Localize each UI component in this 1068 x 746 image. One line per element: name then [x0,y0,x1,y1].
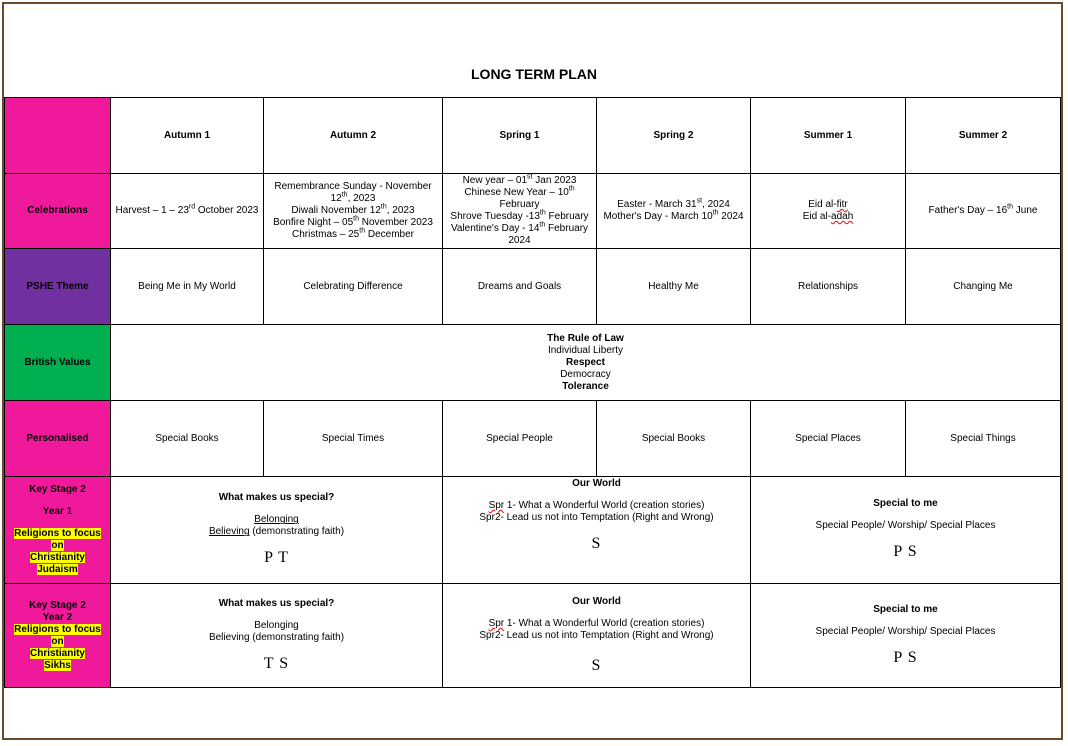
personalised-autumn-2: Special Times [264,401,443,477]
pshe-autumn-1: Being Me in My World [111,249,264,325]
value-democracy: Democracy [560,368,611,380]
term-summer-1: Summer 1 [751,98,906,174]
pshe-label: PSHE Theme [5,249,111,325]
british-values-cell [111,325,1061,401]
year-2-row [5,584,1061,688]
year-2-label: Key Stage 2 Year 2 Religions to focus on Christianity Sikhs [5,584,111,688]
celebrations-summer-2: Father's Day – 16th June [906,174,1061,249]
pshe-autumn-2: Celebrating Difference [264,249,443,325]
british-values-row [5,325,1061,401]
personalised-row [5,401,1061,477]
pshe-row [5,249,1061,325]
term-summer-2: Summer 2 [906,98,1061,174]
year-1-row [5,477,1061,584]
value-respect: Respect [566,356,605,368]
celebrations-spring-1: New year – 01st Jan 2023 Chinese New Year – 10th February Shrove Tuesday -13th February Valentine's Day - 14th February 2024 [443,174,597,249]
pshe-summer-1: Relationships [751,249,906,325]
year-1-autumn: What makes us special? Belonging Believing (demonstrating faith) P T [111,477,443,584]
celebrations-summer-1: Eid al-fitr Eid al-adah [751,174,906,249]
term-spring-2: Spring 2 [597,98,751,174]
celebrations-row [5,174,1061,249]
year-1-spring: Our World Spr 1- What a Wonderful World (creation stories) Spr2- Lead us not into Temptation (Right and Wrong) S [443,477,751,584]
header-row [5,98,1061,174]
year-2-summer: Special to me Special People/ Worship/ Special Places P S [751,584,1061,688]
long-term-plan-table [4,97,1061,688]
year-2-summer-mark: P S [893,648,918,666]
year-1-spring-mark: S [591,535,602,552]
value-tolerance: Tolerance [562,380,609,392]
celebrations-spring-2: Easter - March 31st, 2024 Mother's Day - March 10th 2024 [597,174,751,249]
personalised-summer-2: Special Things [906,401,1061,477]
pshe-spring-2: Healthy Me [597,249,751,325]
value-rule-of-law: The Rule of Law [547,332,624,344]
year-2-spring: Our World Spr 1- What a Wonderful World (creation stories) Spr2- Lead us not into Temptation (Right and Wrong) S [443,584,751,688]
value-individual-liberty: Individual Liberty [547,344,624,356]
year-1-label: Key Stage 2 Year 1 Religions to focus on Christianity Judaism [5,477,111,584]
year-2-autumn-mark: T S [263,654,290,672]
personalised-summer-1: Special Places [751,401,906,477]
celebrations-label: Celebrations [5,174,111,249]
year-1-summer-mark: P S [893,543,918,561]
term-autumn-1: Autumn 1 [111,98,264,174]
celebrations-autumn-2: Remembrance Sunday - November 12th, 2023 Diwali November 12th, 2023 Bonfire Night – 05th November 2023 Christmas – 25th December [264,174,443,249]
british-values-label: British Values [5,325,111,401]
year-2-spring-mark: S [591,656,602,674]
personalised-autumn-1: Special Books [111,401,264,477]
year-2-autumn: What makes us special? Belonging Believing (demonstrating faith) T S [111,584,443,688]
celebrations-autumn-1: Harvest – 1 – 23rd October 2023 [111,174,264,249]
pshe-summer-2: Changing Me [906,249,1061,325]
year-1-autumn-mark: P T [264,549,289,567]
year-1-summer: Special to me Special People/ Worship/ Special Places P S [751,477,1061,584]
personalised-spring-2: Special Books [597,401,751,477]
corner-cell [5,98,111,174]
personalised-spring-1: Special People [443,401,597,477]
term-spring-1: Spring 1 [443,98,597,174]
personalised-label: Personalised [5,401,111,477]
pshe-spring-1: Dreams and Goals [443,249,597,325]
term-autumn-2: Autumn 2 [264,98,443,174]
page-title: LONG TERM PLAN [471,66,597,82]
